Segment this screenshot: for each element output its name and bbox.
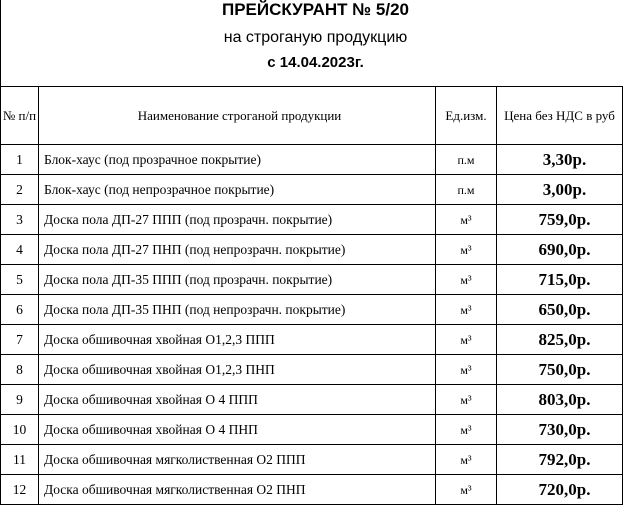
row-number: 3 xyxy=(1,205,39,235)
document-date: с 14.04.2023г. xyxy=(267,54,364,71)
unit-of-measure: м³ xyxy=(436,235,497,265)
document-subtitle: на строганую продукцию xyxy=(223,29,408,46)
row-number: 5 xyxy=(1,265,39,295)
unit-of-measure: п.м xyxy=(436,145,497,175)
price-value: 690,0р. xyxy=(497,235,623,265)
product-name: Доска обшивочная мягколиственная О2 ППП xyxy=(39,445,436,475)
price-value: 803,0р. xyxy=(497,385,623,415)
product-name: Доска пола ДП-27 ППП (под прозрачн. покрытие) xyxy=(39,205,436,235)
row-number: 6 xyxy=(1,295,39,325)
product-name: Доска обшивочная хвойная О 4 ПНП xyxy=(39,415,436,445)
unit-of-measure: м³ xyxy=(436,445,497,475)
product-name: Доска пола ДП-27 ПНП (под непрозрачн. покрытие) xyxy=(39,235,436,265)
table-row xyxy=(1,295,623,325)
table-row xyxy=(1,265,623,295)
row-number: 8 xyxy=(1,355,39,385)
product-name: Доска обшивочная хвойная О1,2,3 ППП xyxy=(39,325,436,355)
column-header-unit: Ед.изм. xyxy=(436,87,497,145)
price-value: 650,0р. xyxy=(497,295,623,325)
price-value: 715,0р. xyxy=(497,265,623,295)
product-name: Доска пола ДП-35 ППП (под прозрачн. покрытие) xyxy=(39,265,436,295)
row-number: 1 xyxy=(1,145,39,175)
table-row xyxy=(1,235,623,265)
unit-of-measure: м³ xyxy=(436,355,497,385)
table-row xyxy=(1,145,623,175)
unit-of-measure: м³ xyxy=(436,415,497,445)
table-row xyxy=(1,385,623,415)
price-value: 730,0р. xyxy=(497,415,623,445)
price-value: 750,0р. xyxy=(497,355,623,385)
price-table xyxy=(0,86,623,505)
row-number: 10 xyxy=(1,415,39,445)
table-row xyxy=(1,325,623,355)
price-value: 759,0р. xyxy=(497,205,623,235)
row-number: 7 xyxy=(1,325,39,355)
table-header-row xyxy=(1,87,623,145)
row-number: 4 xyxy=(1,235,39,265)
unit-of-measure: м³ xyxy=(436,295,497,325)
table-row xyxy=(1,445,623,475)
unit-of-measure: м³ xyxy=(436,385,497,415)
unit-of-measure: м³ xyxy=(436,265,497,295)
row-number: 11 xyxy=(1,445,39,475)
table-row xyxy=(1,415,623,445)
column-header-num: № п/п xyxy=(1,87,39,145)
price-value: 3,00р. xyxy=(497,175,623,205)
row-number: 9 xyxy=(1,385,39,415)
table-row xyxy=(1,175,623,205)
product-name: Доска обшивочная хвойная О1,2,3 ПНП xyxy=(39,355,436,385)
product-name: Доска обшивочная хвойная О 4 ППП xyxy=(39,385,436,415)
table-row xyxy=(1,205,623,235)
row-number: 2 xyxy=(1,175,39,205)
product-name: Блок-хаус (под прозрачное покрытие) xyxy=(39,145,436,175)
table-row xyxy=(1,355,623,385)
unit-of-measure: п.м xyxy=(436,175,497,205)
unit-of-measure: м³ xyxy=(436,205,497,235)
column-header-price: Цена без НДС в руб xyxy=(497,87,623,145)
price-value: 720,0р. xyxy=(497,475,623,505)
price-value: 3,30р. xyxy=(497,145,623,175)
product-name: Доска обшивочная мягколиственная О2 ПНП xyxy=(39,475,436,505)
column-header-name: Наименование строганой продукции xyxy=(39,87,436,145)
unit-of-measure: м³ xyxy=(436,325,497,355)
product-name: Доска пола ДП-35 ПНП (под непрозрачн. покрытие) xyxy=(39,295,436,325)
row-number: 12 xyxy=(1,475,39,505)
price-value: 792,0р. xyxy=(497,445,623,475)
price-value: 825,0р. xyxy=(497,325,623,355)
document-title: ПРЕЙСКУРАНТ № 5/20 xyxy=(221,0,410,19)
unit-of-measure: м³ xyxy=(436,475,497,505)
table-row xyxy=(1,475,623,505)
product-name: Блок-хаус (под непрозрачное покрытие) xyxy=(39,175,436,205)
